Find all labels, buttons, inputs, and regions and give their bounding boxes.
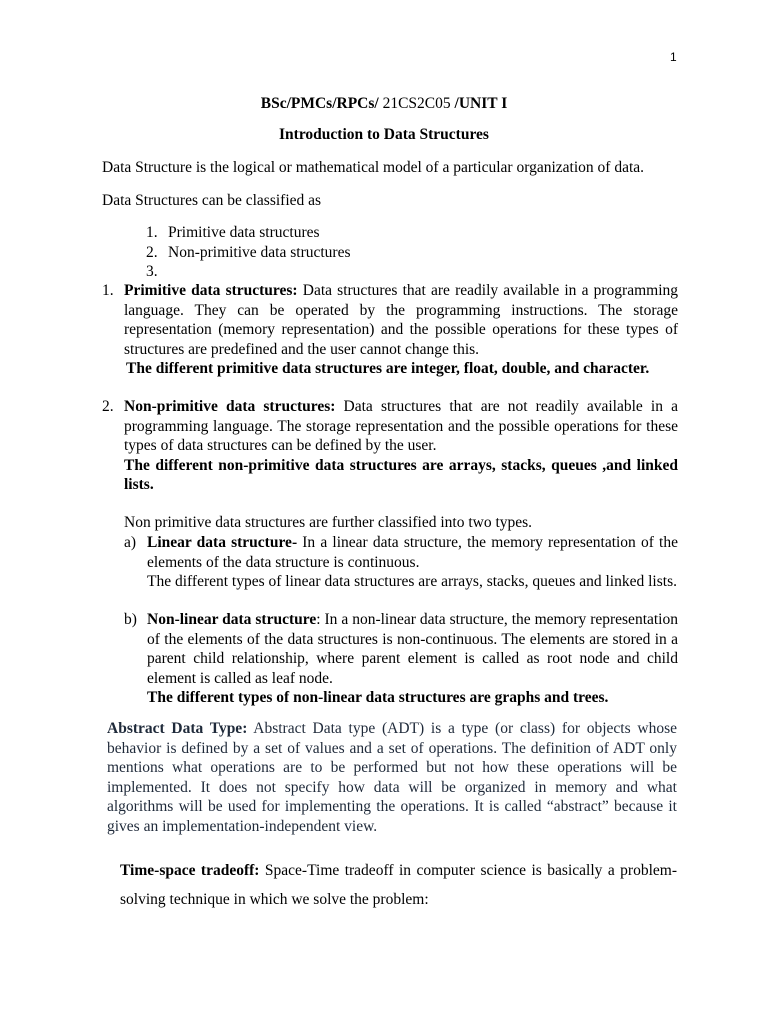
list-item-number: 3. [146,263,158,280]
list-item-number: 1. [146,224,158,241]
list-item [146,223,351,243]
course-header-unit: /UNIT I [454,95,508,112]
adt-term: Abstract Data Type: [107,720,248,737]
classification-list [146,223,351,282]
tradeoff-term: Time-space tradeoff: [120,862,260,879]
section-note: The different primitive data structures are integer, float, double, and character. [126,360,650,377]
subsection-extra: The different types of linear data structures are arrays, stacks, queues and linked lists. [147,573,677,590]
list-item [146,243,351,263]
page-number: 1 [670,50,677,64]
section-term: Non-primitive data structures: [124,398,336,415]
section-number: 2. [102,398,114,415]
subsection-extra: The different types of non-linear data structures are graphs and trees. [147,689,609,706]
section-body: Data structures that are not readily available in a programming language. The storage representation and the possible operations for these types of data structures can be defined by the user. [124,398,678,454]
page-title: Introduction to Data Structures [279,126,489,143]
definition-paragraph: Data Structure is the logical or mathematical model of a particular organization of data. [102,159,645,176]
subsection-letter: a) [124,534,137,551]
section-content [124,281,678,359]
linear-section [124,533,678,592]
non-primitive-section [102,397,678,495]
subsection-term: Non-linear data structure [147,611,317,628]
subsection-body: In a linear data structure, the memory representation of the elements of the data structure is continuous. [147,534,678,571]
subsection-content [147,533,678,592]
section-note: The different non-primitive data structures are arrays, stacks, queues ,and linked lists. [124,456,678,493]
course-code: 21CS2C05 [378,95,455,112]
section-body: Data structures that are readily available in a programming language. They can be operated by the programming instructions. The storage representation (memory representation) and the possible operations for these types of structures are predefined and the user cannot change this. [124,282,679,358]
subsection-content [147,610,678,708]
list-item-number: 2. [146,243,158,261]
course-header-part1: BSc/PMCs/RPCs/ [260,95,379,112]
tradeoff-paragraph [120,856,677,914]
course-header [0,95,768,113]
list-item-text: Non-primitive data structures [168,243,351,261]
section-number: 1. [102,282,114,299]
list-item-text: Primitive data structures [168,224,320,241]
list-item [146,262,351,282]
tradeoff-body: Space-Time tradeoff in computer science is basically a problem-solving technique in which we solve the problem: [120,862,677,908]
nonprimitive-intro: Non primitive data structures are further classified into two types. [124,514,533,531]
adt-body: Abstract Data type (ADT) is a type (or class) for objects whose behavior is defined by a set of values and a set of operations. The definition of ADT only mentions what operations are to be performed but not how these operations will be implemented. It does not specify how data will be organized in memory and what algorithms will be used for implementing the operations. It is called “abstract” because it gives an implementation-independent view. [107,720,677,835]
subsection-letter: b) [124,611,137,628]
section-term: Primitive data structures: [124,282,298,299]
non-linear-section [124,610,678,708]
subsection-term: Linear data structure- [147,534,298,551]
section-content [124,397,678,495]
primitive-section [102,281,678,379]
subsection-body: : In a non-linear data structure, the memory representation of the elements of the data structures is non-continuous. The elements are stored in a parent child relationship, where parent element is called as root node and child element is called as leaf node. [147,611,678,687]
adt-paragraph [107,719,677,836]
classification-intro: Data Structures can be classified as [102,192,322,209]
